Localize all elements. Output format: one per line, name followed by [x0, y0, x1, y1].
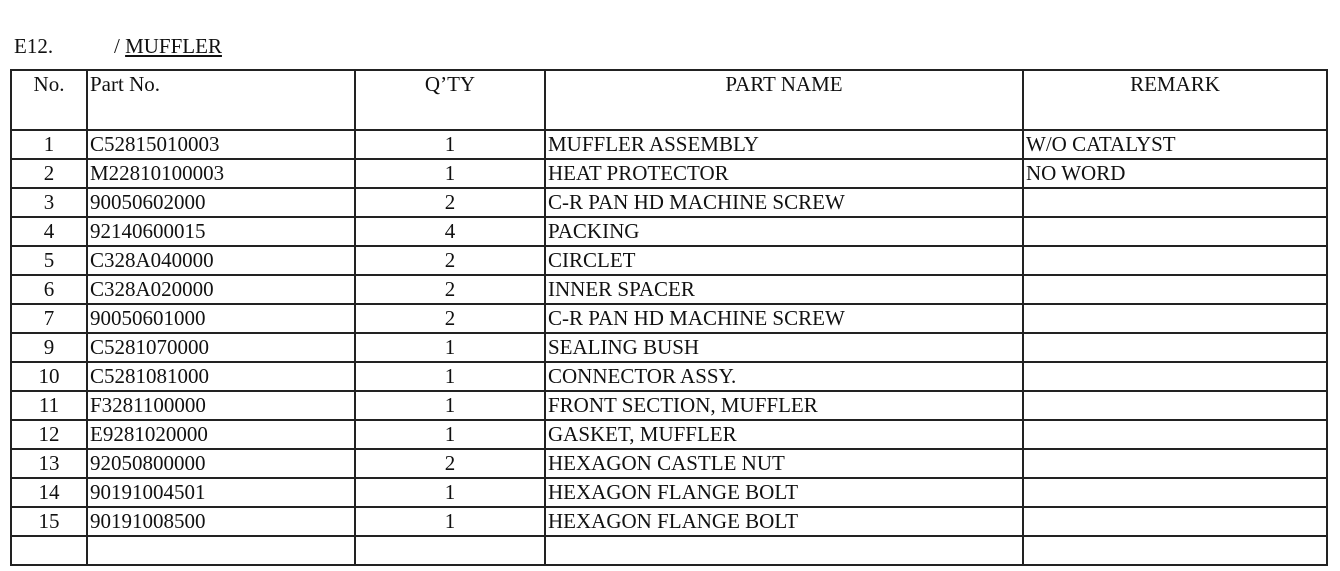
cell-part-name: CONNECTOR ASSY. [545, 362, 1023, 391]
cell-part-name: MUFFLER ASSEMBLY [545, 130, 1023, 159]
cell-part-no: C328A020000 [87, 275, 355, 304]
cell-part-name: GASKET, MUFFLER [545, 420, 1023, 449]
table-row [11, 304, 1327, 333]
table-header-row [11, 70, 1327, 130]
cell-no: 2 [11, 159, 87, 188]
table-row [11, 217, 1327, 246]
cell-qty: 1 [355, 507, 545, 536]
parts-table [10, 69, 1328, 566]
cell-part-no: 92140600015 [87, 217, 355, 246]
cell-qty: 1 [355, 333, 545, 362]
table-row [11, 391, 1327, 420]
cell-no: 7 [11, 304, 87, 333]
cell-part-name: PACKING [545, 217, 1023, 246]
cell-remark: W/O CATALYST [1023, 130, 1327, 159]
header-qty: Q’TY [355, 70, 545, 130]
cell-qty: 2 [355, 275, 545, 304]
cell-part-no: C5281081000 [87, 362, 355, 391]
table-row [11, 333, 1327, 362]
cell-part-no: 90050601000 [87, 304, 355, 333]
header-no: No. [11, 70, 87, 130]
table-row [11, 188, 1327, 217]
cell-no: 9 [11, 333, 87, 362]
cell-remark [1023, 449, 1327, 478]
cell-qty: 2 [355, 188, 545, 217]
cell-remark [1023, 275, 1327, 304]
cell-remark [1023, 217, 1327, 246]
table-row [11, 420, 1327, 449]
cell-no: 10 [11, 362, 87, 391]
cell-remark [1023, 391, 1327, 420]
cell-part-no: 90050602000 [87, 188, 355, 217]
cell-part-name: C-R PAN HD MACHINE SCREW [545, 188, 1023, 217]
table-row [11, 362, 1327, 391]
cell-remark [1023, 362, 1327, 391]
cell-part-name: C-R PAN HD MACHINE SCREW [545, 304, 1023, 333]
cell-qty [355, 536, 545, 565]
section-title-name: MUFFLER [125, 34, 222, 58]
section-title [114, 34, 222, 59]
cell-part-no: C52815010003 [87, 130, 355, 159]
cell-remark: NO WORD [1023, 159, 1327, 188]
cell-remark [1023, 507, 1327, 536]
cell-part-name: CIRCLET [545, 246, 1023, 275]
table-row [11, 507, 1327, 536]
table-row [11, 478, 1327, 507]
section-title-prefix: / [114, 34, 126, 58]
table-row [11, 130, 1327, 159]
section-code: E12. [14, 34, 54, 58]
cell-qty: 4 [355, 217, 545, 246]
cell-part-no: C5281070000 [87, 333, 355, 362]
cell-no: 15 [11, 507, 87, 536]
header-part-name: PART NAME [545, 70, 1023, 130]
cell-part-no [87, 536, 355, 565]
cell-no: 13 [11, 449, 87, 478]
cell-part-no: 90191008500 [87, 507, 355, 536]
cell-qty: 1 [355, 391, 545, 420]
table-row [11, 275, 1327, 304]
cell-remark [1023, 188, 1327, 217]
cell-qty: 2 [355, 304, 545, 333]
cell-qty: 1 [355, 362, 545, 391]
table-row [11, 449, 1327, 478]
cell-part-name: HEXAGON CASTLE NUT [545, 449, 1023, 478]
cell-part-no: F3281100000 [87, 391, 355, 420]
cell-no: 4 [11, 217, 87, 246]
cell-part-no: M22810100003 [87, 159, 355, 188]
cell-qty: 1 [355, 420, 545, 449]
cell-part-name: SEALING BUSH [545, 333, 1023, 362]
cell-part-name: HEAT PROTECTOR [545, 159, 1023, 188]
table-row [11, 159, 1327, 188]
cell-no: 3 [11, 188, 87, 217]
cell-part-name: HEXAGON FLANGE BOLT [545, 507, 1023, 536]
header-part-no: Part No. [87, 70, 355, 130]
cell-qty: 1 [355, 478, 545, 507]
cell-qty: 1 [355, 130, 545, 159]
cell-part-name: HEXAGON FLANGE BOLT [545, 478, 1023, 507]
cell-part-no: 92050800000 [87, 449, 355, 478]
cell-part-no: C328A040000 [87, 246, 355, 275]
cell-no [11, 536, 87, 565]
cell-no: 11 [11, 391, 87, 420]
cell-remark [1023, 420, 1327, 449]
cell-remark [1023, 478, 1327, 507]
cell-qty: 1 [355, 159, 545, 188]
cell-part-no: E9281020000 [87, 420, 355, 449]
cell-part-no: 90191004501 [87, 478, 355, 507]
table-row [11, 536, 1327, 565]
cell-remark [1023, 304, 1327, 333]
cell-remark [1023, 333, 1327, 362]
cell-remark [1023, 246, 1327, 275]
cell-qty: 2 [355, 246, 545, 275]
cell-remark [1023, 536, 1327, 565]
cell-part-name: INNER SPACER [545, 275, 1023, 304]
cell-no: 5 [11, 246, 87, 275]
table-row [11, 246, 1327, 275]
cell-no: 14 [11, 478, 87, 507]
cell-no: 12 [11, 420, 87, 449]
cell-qty: 2 [355, 449, 545, 478]
cell-part-name: FRONT SECTION, MUFFLER [545, 391, 1023, 420]
header-remark: REMARK [1023, 70, 1327, 130]
cell-no: 1 [11, 130, 87, 159]
cell-no: 6 [11, 275, 87, 304]
cell-part-name [545, 536, 1023, 565]
